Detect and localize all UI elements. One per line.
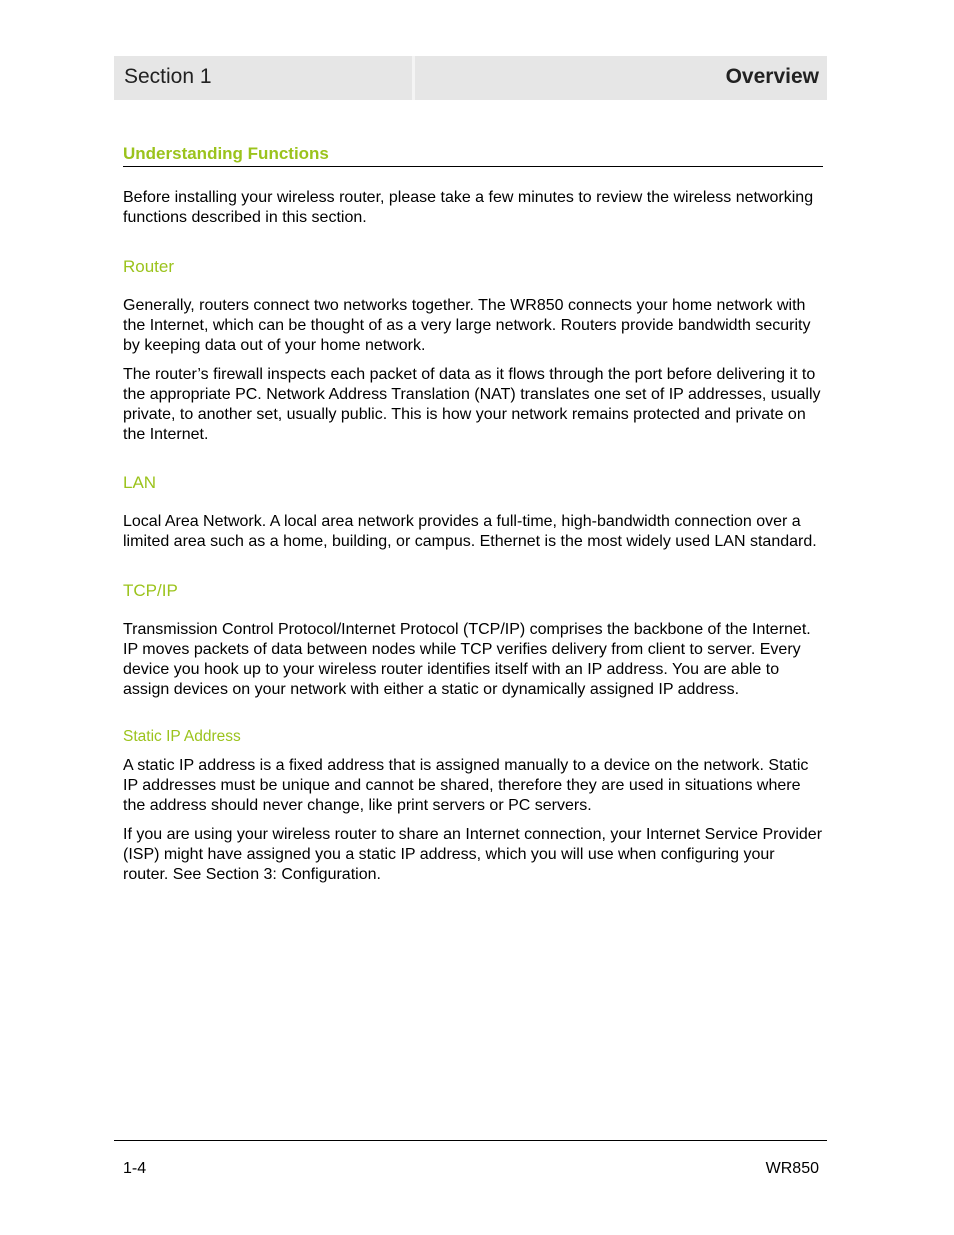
page-number: 1-4 [123, 1160, 147, 1177]
router-heading: Router [123, 257, 175, 276]
router-paragraph-1: Generally, routers connect two networks together. The WR850 connects your home network with the Internet, which can be thought of as a very large network. Routers provide bandwidth security by keeping data out of your home network. [123, 297, 811, 354]
tcpip-heading: TCP/IP [123, 581, 178, 600]
lan-heading: LAN [123, 473, 157, 492]
product-name: WR850 [765, 1160, 819, 1177]
lan-paragraph-1: Local Area Network. A local area network provides a full-time, high-bandwidth connection over a limited area such as a home, building, or campus. Ethernet is the most widely used LAN standard. [123, 513, 817, 550]
router-paragraph-2: The router’s firewall inspects each packet of data as it flows through the port before delivering it to the appropriate PC. Network Address Translation (NAT) translates one set of IP addresses, usually private, to another set, usually public. This is how your network remains protected and private on the Internet. [123, 366, 821, 443]
tcpip-paragraph-1: Transmission Control Protocol/Internet Protocol (TCP/IP) comprises the backbone of the Internet. IP moves packets of data between nodes while TCP verifies delivery from client to server. Every device you hook up to your wireless router identifies itself with an IP address. You are able to assign devices on your network with either a static or dynamically assigned IP address. [123, 621, 811, 698]
section-label: Section 1 [124, 65, 212, 88]
intro-paragraph: Before installing your wireless router, please take a few minutes to review the wireless networking functions described in this section. [123, 189, 814, 226]
static-ip-heading: Static IP Address [123, 728, 241, 745]
chapter-title: Overview [725, 65, 819, 88]
page-content [123, 144, 823, 885]
main-heading: Understanding Functions [123, 144, 823, 167]
section-header-bar [114, 56, 827, 100]
footer-rule [114, 1140, 827, 1141]
static-ip-paragraph-2: If you are using your wireless router to share an Internet connection, your Internet Service Provider (ISP) might have assigned you a static IP address, which you will use when configuring your router. See Section 3: Configuration. [123, 826, 823, 883]
header-divider [412, 56, 415, 100]
static-ip-paragraph-1: A static IP address is a fixed address that is assigned manually to a device on the network. Static IP addresses must be unique and cannot be shared, therefore they are used in situations where the address should never change, like print servers or PC servers. [123, 757, 809, 814]
